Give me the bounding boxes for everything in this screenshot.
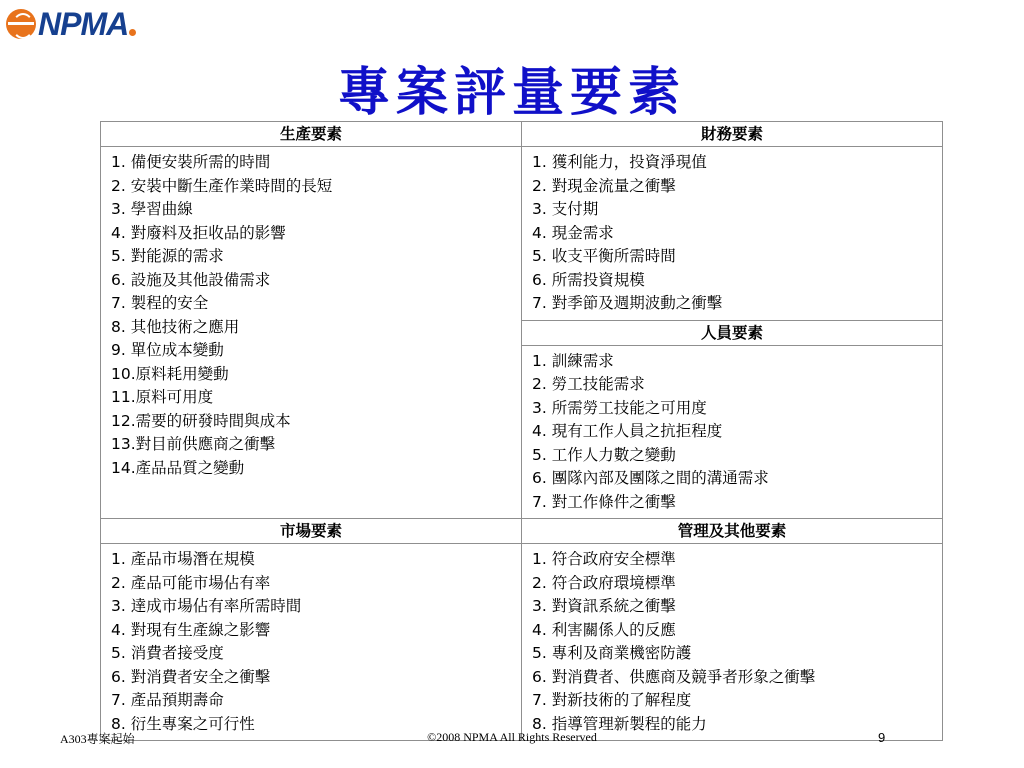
- finance-list-item: 6. 所需投資規模: [532, 270, 645, 289]
- production-list-item: 4. 對廢料及拒收品的影響: [111, 223, 286, 242]
- market-list-item: 4. 對現有生產線之影響: [111, 620, 271, 639]
- market-list-item: 6. 對消費者安全之衝擊: [111, 667, 271, 686]
- personnel-list: [522, 346, 942, 519]
- production-list-item: 11.原料可用度: [111, 388, 214, 406]
- personnel-header: 人員要素: [522, 320, 943, 345]
- personnel-list-item: 7. 對工作條件之衝擊: [532, 492, 676, 511]
- finance-list-item: 5. 收支平衡所需時間: [532, 247, 676, 265]
- production-list: [101, 147, 521, 484]
- production-list-item: 14.產品品質之變動: [111, 458, 245, 477]
- personnel-list-item: 6. 團隊內部及團隊之間的溝通需求: [532, 469, 769, 487]
- production-list-item: 7. 製程的安全: [111, 294, 209, 312]
- personnel-list-item: 4. 現有工作人員之抗拒程度: [532, 422, 723, 440]
- market-list: [101, 544, 521, 740]
- page-title: 專案評量要素: [337, 62, 686, 123]
- footer-course: A303專案起始: [60, 732, 135, 746]
- management-list-item: 2. 符合政府環境標準: [532, 573, 676, 592]
- globe-icon: [6, 9, 36, 39]
- npma-logo: [6, 6, 136, 42]
- management-list-item: 4. 利害關係人的反應: [532, 620, 676, 639]
- finance-list: [522, 147, 942, 320]
- finance-cell: [522, 147, 943, 321]
- finance-header: 財務要素: [522, 122, 943, 147]
- market-list-item: 3. 達成市場佔有率所需時間: [111, 597, 302, 615]
- production-list-item: 6. 設施及其他設備需求: [111, 270, 271, 289]
- production-list-item: 8. 其他技術之應用: [111, 317, 240, 336]
- management-list-item: 1. 符合政府安全標準: [532, 550, 676, 568]
- production-list-item: 1. 備便安裝所需的時間: [111, 153, 271, 171]
- production-list-item: 10.原料耗用變動: [111, 364, 229, 383]
- production-header: 生產要素: [101, 122, 522, 147]
- logo-text: NPMA: [38, 5, 129, 42]
- production-list-item: 13.對目前供應商之衝擊: [111, 435, 276, 453]
- personnel-list-item: 2. 勞工技能需求: [532, 375, 645, 393]
- production-list-item: 9. 單位成本變動: [111, 341, 224, 359]
- production-list-item: 12.需要的研發時間與成本: [111, 411, 291, 430]
- personnel-list-item: 5. 工作人力數之變動: [532, 445, 676, 464]
- management-cell: [522, 544, 943, 741]
- personnel-list-item: 3. 所需勞工技能之可用度: [532, 398, 707, 417]
- management-list-item: 6. 對消費者、供應商及競爭者形象之衝擊: [532, 667, 816, 686]
- market-list-item: 8. 衍生專案之可行性: [111, 714, 255, 733]
- finance-list-item: 7. 對季節及週期波動之衝擊: [532, 294, 723, 312]
- management-list: [522, 544, 942, 740]
- personnel-list-item: 1. 訓練需求: [532, 351, 614, 370]
- market-cell: [101, 544, 522, 741]
- logo-dot: [129, 29, 136, 36]
- production-cell: [101, 147, 522, 519]
- finance-list-item: 3. 支付期: [532, 200, 599, 218]
- production-list-item: 5. 對能源的需求: [111, 247, 224, 265]
- market-list-item: 2. 產品可能市場佔有率: [111, 573, 271, 592]
- management-list-item: 8. 指導管理新製程的能力: [532, 714, 707, 733]
- footer-page-number: 9: [878, 730, 886, 745]
- market-list-item: 5. 消費者接受度: [111, 644, 224, 662]
- footer-copyright: ©2008 NPMA All Rights Reserved: [427, 730, 597, 744]
- market-list-item: 1. 產品市場潛在規模: [111, 550, 255, 568]
- finance-list-item: 4. 現金需求: [532, 223, 614, 242]
- market-header: 市場要素: [101, 519, 522, 544]
- management-list-item: 5. 專利及商業機密防護: [532, 644, 692, 662]
- management-list-item: 3. 對資訊系統之衝擊: [532, 597, 676, 615]
- management-header: 管理及其他要素: [522, 519, 943, 544]
- personnel-cell: [522, 345, 943, 519]
- finance-list-item: 2. 對現金流量之衝擊: [532, 176, 676, 195]
- factors-table: [100, 121, 943, 741]
- market-list-item: 7. 產品預期壽命: [111, 691, 224, 709]
- finance-list-item: 1. 獲利能力，投資淨現值: [532, 153, 707, 171]
- production-list-item: 2. 安裝中斷生產作業時間的長短: [111, 176, 333, 195]
- production-list-item: 3. 學習曲線: [111, 200, 193, 218]
- management-list-item: 7. 對新技術的了解程度: [532, 691, 692, 709]
